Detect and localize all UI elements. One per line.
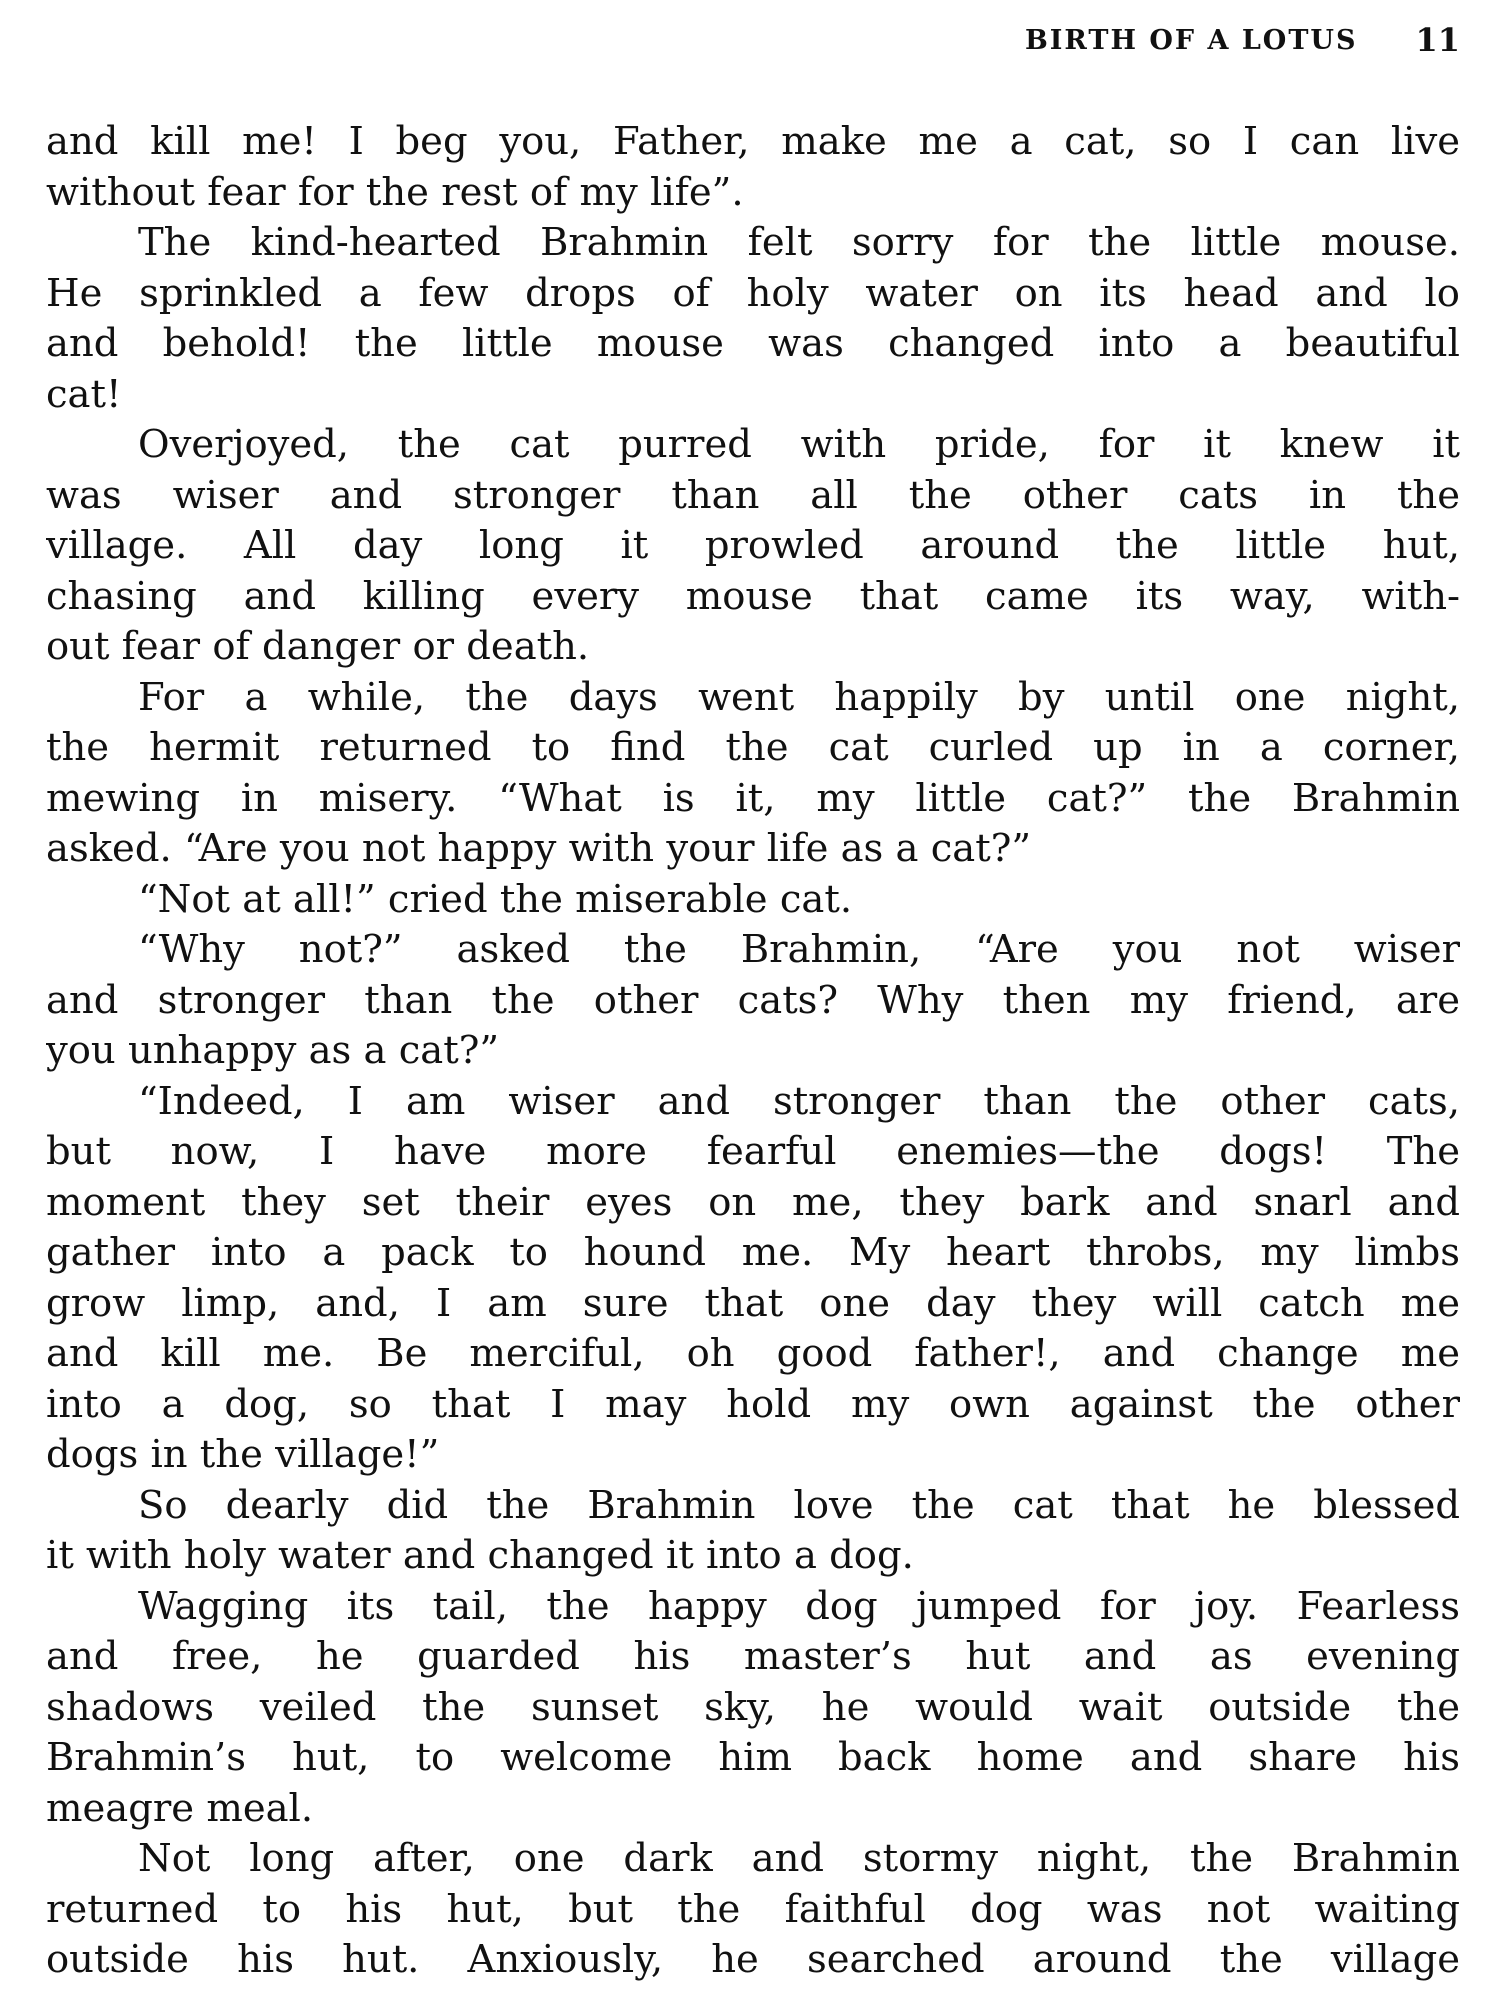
text-line: into a dog, so that I may hold my own against the other: [46, 1381, 1460, 1427]
text-line: cat!: [46, 371, 122, 417]
text-line: So dearly did the Brahmin love the cat that he blessed: [138, 1482, 1460, 1528]
text-line: Overjoyed, the cat purred with pride, for it knew it: [138, 422, 1460, 467]
text-line: was wiser and stronger than all the other cats in the: [46, 472, 1460, 518]
text-line: chasing and killing every mouse that came its way, with-: [46, 573, 1460, 619]
text-line: dogs in the village!”: [46, 1432, 440, 1477]
text-line: you unhappy as a cat?”: [46, 1028, 500, 1073]
body-text: [46, 117, 1460, 1986]
text-line: Wagging its tail, the happy dog jumped for joy. Fearless: [138, 1583, 1460, 1629]
text-line: but now, I have more fearful enemies—the dogs! The: [46, 1129, 1460, 1174]
text-line: and behold! the little mouse was changed into a beautiful: [46, 321, 1460, 366]
text-line: moment they set their eyes on me, they bark and snarl and: [46, 1179, 1460, 1225]
text-line: shadows veiled the sunset sky, he would wait outside the: [46, 1684, 1460, 1730]
text-line: and kill me! I beg you, Father, make me a cat, so I can live: [46, 119, 1460, 164]
text-line: gather into a pack to hound me. My heart throbs, my limbs: [46, 1230, 1460, 1275]
text-line: “Why not?” asked the Brahmin, “Are you not wiser: [138, 927, 1460, 972]
text-line: the hermit returned to find the cat curled up in a corner,: [46, 725, 1460, 770]
text-line: asked. “Are you not happy with your life as a cat?”: [46, 826, 1032, 871]
text-line: it with holy water and changed it into a dog.: [46, 1533, 914, 1578]
running-title: BIRTH OF A LOTUS: [1024, 24, 1358, 56]
text-line: For a while, the days went happily by until one night,: [138, 674, 1460, 720]
text-line: Not long after, one dark and stormy night, the Brahmin: [138, 1836, 1460, 1881]
text-line: “Indeed, I am wiser and stronger than the other cats,: [138, 1078, 1460, 1124]
running-head: [1025, 18, 1460, 62]
text-line: and free, he guarded his master’s hut and as evening: [46, 1634, 1460, 1679]
text-line: mewing in misery. “What is it, my little cat?” the Brahmin: [46, 775, 1460, 821]
text-line: “Not at all!” cried the miserable cat.: [138, 876, 853, 922]
text-line: and kill me. Be merciful, oh good father!, and change me: [46, 1331, 1460, 1376]
text-line: He sprinkled a few drops of holy water on its head and lo: [46, 270, 1460, 316]
text-line: Brahmin’s hut, to welcome him back home and share his: [46, 1735, 1460, 1780]
text-line: and stronger than the other cats? Why then my friend, are: [46, 977, 1460, 1023]
text-line: village. All day long it prowled around the little hut,: [46, 523, 1460, 568]
text-line: The kind-hearted Brahmin felt sorry for the little mouse.: [138, 220, 1460, 265]
page-number: 11: [1415, 21, 1460, 59]
text-line: meagre meal.: [46, 1785, 314, 1831]
text-line: grow limp, and, I am sure that one day they will catch me: [46, 1280, 1460, 1326]
text-line: without fear for the rest of my life”.: [46, 169, 744, 215]
text-line: out fear of danger or death.: [46, 624, 590, 669]
text-line: returned to his hut, but the faithful dog was not waiting: [46, 1886, 1460, 1932]
text-line: outside his hut. Anxiously, he searched around the village: [46, 1937, 1460, 1982]
